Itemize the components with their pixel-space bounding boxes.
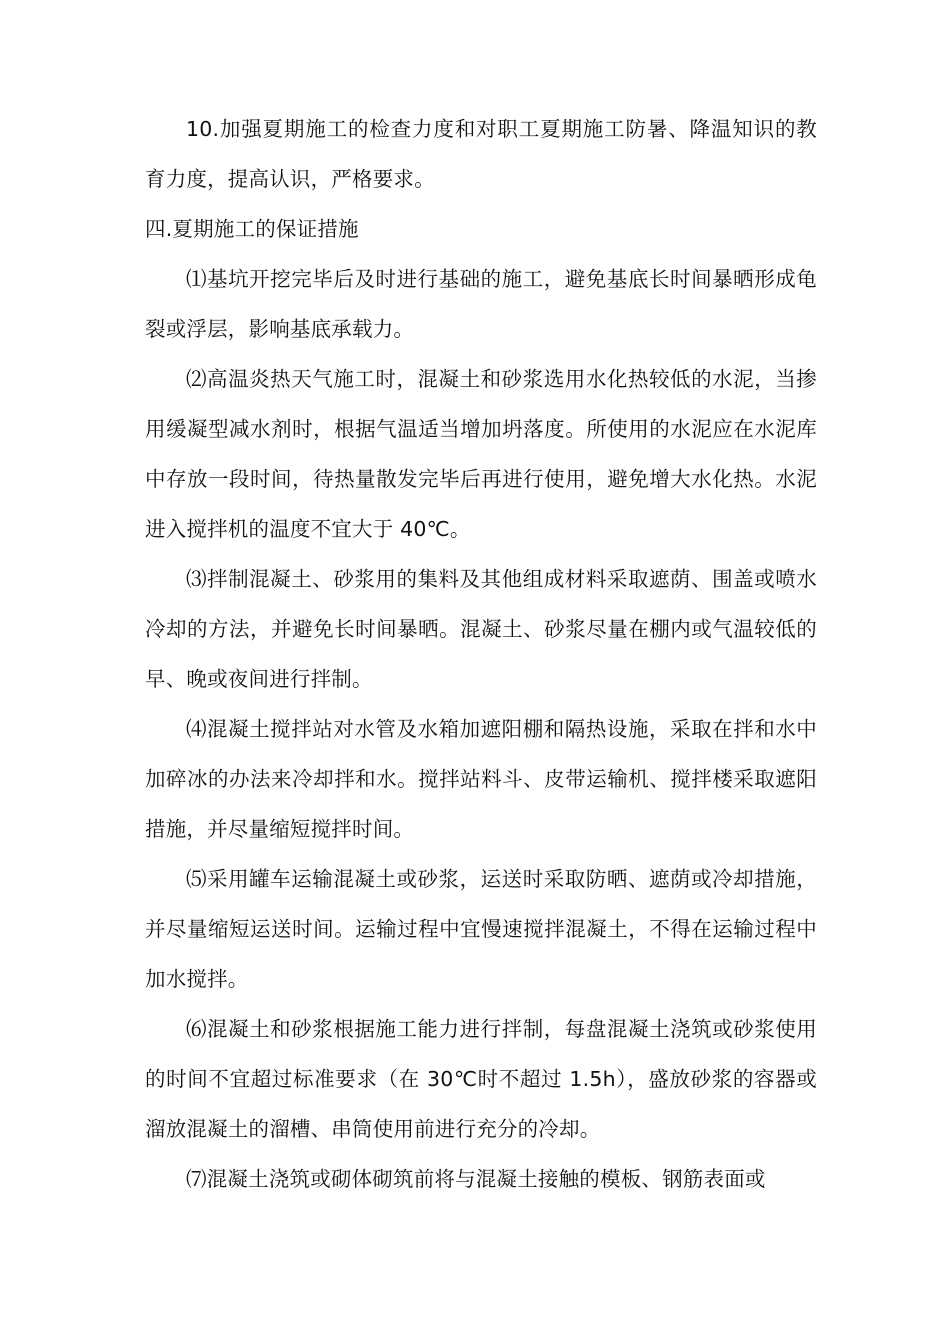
paragraph-measure-5: ⑸采用罐车运输混凝土或砂浆，运送时采取防晒、遮荫或冷却措施，并尽量缩短运送时间。运输过程中宜慢速搅拌混凝土，不得在运输过程中加水搅拌。 xyxy=(145,867,817,991)
section-heading: 四.夏期施工的保证措施 xyxy=(145,217,359,241)
paragraph-measure-4: ⑷混凝土搅拌站对水管及水箱加遮阳棚和隔热设施，采取在拌和水中加碎冰的办法来冷却拌和水。搅拌站料斗、皮带运输机、搅拌楼采取遮阳措施，并尽量缩短搅拌时间。 xyxy=(145,717,817,841)
document-body xyxy=(145,104,817,1204)
paragraph-measure-2: ⑵高温炎热天气施工时，混凝土和砂浆选用水化热较低的水泥，当掺用缓凝型减水剂时，根据气温适当增加坍落度。所使用的水泥应在水泥库中存放一段时间，待热量散发完毕后再进行使用，避免增大水化热。水泥进入搅拌机的温度不宜大于 40℃。 xyxy=(145,367,817,541)
paragraph-measure-3: ⑶拌制混凝土、砂浆用的集料及其他组成材料采取遮荫、围盖或喷水冷却的方法，并避免长时间暴晒。混凝土、砂浆尽量在棚内或气温较低的早、晚或夜间进行拌制。 xyxy=(145,567,817,691)
paragraph-measure-7: ⑺混凝土浇筑或砌体砌筑前将与混凝土接触的模板、钢筋表面或 xyxy=(186,1167,766,1191)
paragraph-measure-6: ⑹混凝土和砂浆根据施工能力进行拌制，每盘混凝土浇筑或砂浆使用的时间不宜超过标准要求（在 30℃时不超过 1.5h），盛放砂浆的容器或溜放混凝土的溜槽、串筒使用前进行充分的冷却。 xyxy=(145,1017,817,1141)
paragraph-measure-1: ⑴基坑开挖完毕后及时进行基础的施工，避免基底长时间暴晒形成龟裂或浮层，影响基底承载力。 xyxy=(145,267,817,341)
paragraph-item-10: 10.加强夏期施工的检查力度和对职工夏期施工防暑、降温知识的教育力度，提高认识，严格要求。 xyxy=(145,117,817,191)
